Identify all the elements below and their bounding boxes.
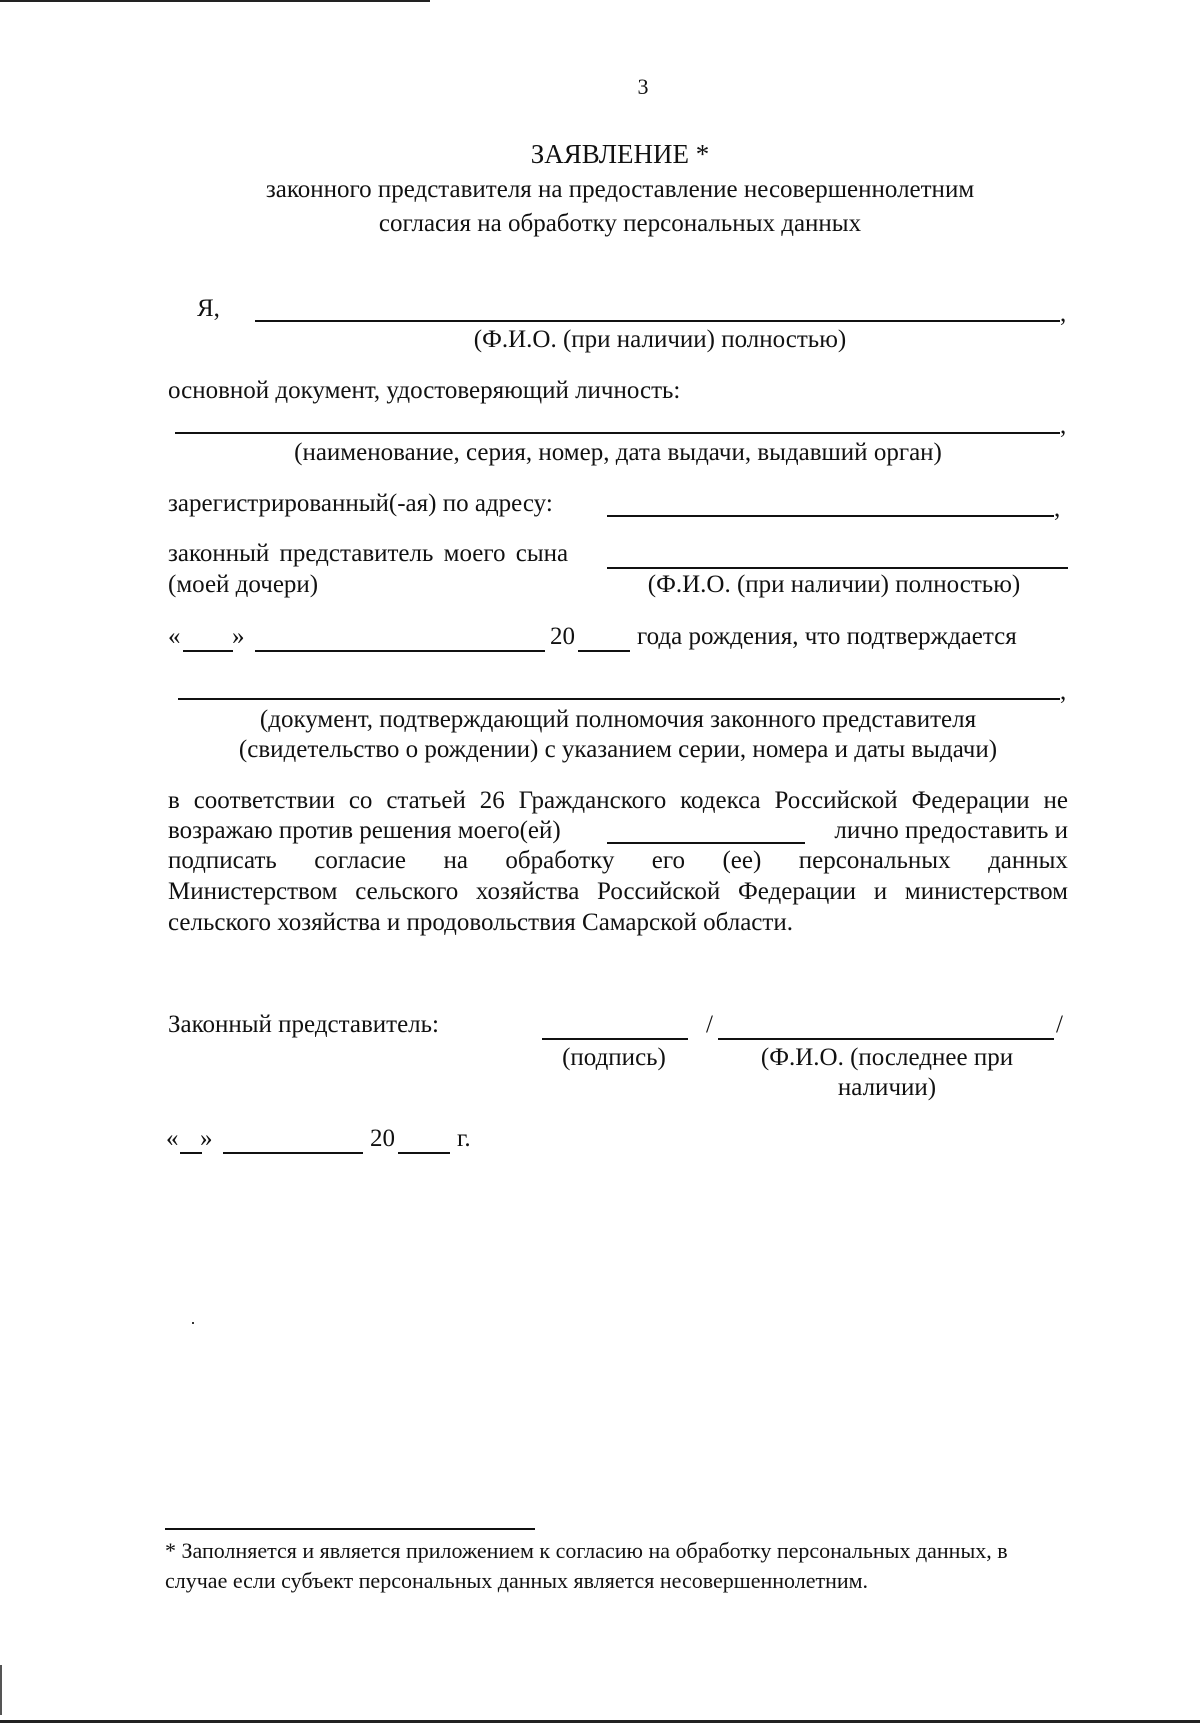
body-word: подписать — [168, 847, 277, 874]
body-word: обработку — [505, 847, 615, 874]
body-text-line4 — [168, 879, 1068, 904]
footnote-line1: * Заполняется и является приложением к согласию на обработку персональных данных, в — [165, 1538, 1008, 1563]
signature-fio-hint-line2: наличии) — [837, 1074, 937, 1101]
signature-slash-left: / — [706, 1011, 713, 1038]
fio-field-hint: (Ф.И.О. (при наличии) полностью) — [473, 326, 847, 353]
signature-fio-field-line[interactable] — [718, 1038, 1054, 1040]
confirm-document-field-line[interactable] — [178, 698, 1060, 700]
date-quote-close: » — [200, 1125, 213, 1152]
body-word: на — [443, 847, 468, 874]
birth-day-field-line[interactable] — [183, 650, 233, 652]
document-subtitle-line1: законного представителя на предоставление несовершеннолетним — [265, 176, 975, 203]
body-word: персональных — [798, 847, 951, 874]
body-word: данных — [988, 847, 1068, 874]
birth-text: года рождения, что подтверждается — [637, 623, 1017, 650]
footnote-line2: случае если субъект персональных данных является несовершеннолетним. — [165, 1568, 869, 1593]
signature-label: Законный представитель: — [168, 1011, 439, 1038]
representative-label-line1: законный представитель моего сына — [168, 540, 569, 567]
address-field-line[interactable] — [607, 515, 1054, 517]
body-text-line4-text: Министерством сельского хозяйства Российской Федерации и министерством — [168, 878, 1068, 905]
date-suffix: г. — [457, 1125, 471, 1152]
body-text-line1 — [168, 788, 1068, 813]
body-text-line1-text: в соответствии со статьей 26 Гражданского кодекса Российской Федерации не — [168, 787, 1068, 814]
id-document-hint: (наименование, серия, номер, дата выдачи, выдавший орган) — [294, 439, 942, 466]
birth-month-field-line[interactable] — [255, 650, 545, 652]
address-comma: , — [1054, 495, 1061, 522]
fio-field-comma: , — [1060, 300, 1067, 327]
birth-day-quote-open: « — [168, 623, 181, 650]
signature-fio-hint-line1: (Ф.И.О. (последнее при — [760, 1044, 1014, 1071]
signature-slash-right: / — [1056, 1011, 1063, 1038]
confirm-document-comma: , — [1060, 678, 1067, 705]
id-document-label: основной документ, удостоверяющий личность: — [168, 377, 681, 404]
birth-year-prefix: 20 — [550, 623, 575, 650]
body-word: (ее) — [722, 847, 762, 874]
id-document-comma: , — [1060, 412, 1067, 439]
fio-field-line[interactable] — [255, 320, 1060, 322]
body-text-line3 — [168, 848, 1068, 873]
page-number: 3 — [637, 74, 649, 99]
date-year-field-line[interactable] — [398, 1152, 450, 1154]
body-text-line2-b: лично предоставить и — [834, 817, 1068, 844]
scan-speck — [192, 1322, 194, 1324]
footnote-separator — [165, 1528, 535, 1530]
date-quote-open: « — [166, 1125, 179, 1152]
scan-edge-left — [0, 1665, 2, 1715]
date-year-prefix: 20 — [370, 1125, 395, 1152]
address-label: зарегистрированный(-ая) по адресу: — [168, 490, 553, 517]
date-month-field-line[interactable] — [223, 1152, 363, 1154]
body-word: его — [651, 847, 686, 874]
confirm-document-hint-line1: (документ, подтверждающий полномочия законного представителя — [259, 706, 977, 733]
body-text-line2-a: возражаю против решения моего(ей) — [168, 817, 561, 844]
signature-hint: (подпись) — [562, 1044, 666, 1071]
birth-day-quote-close: » — [232, 623, 245, 650]
representative-label-line2: (моей дочери) — [168, 571, 319, 598]
birth-year-field-line[interactable] — [578, 650, 630, 652]
body-text-line5: сельского хозяйства и продовольствия Самарской области. — [168, 909, 793, 936]
date-day-field-line[interactable] — [180, 1152, 202, 1154]
child-fio-field-line[interactable] — [607, 567, 1068, 569]
document-subtitle-line2: согласия на обработку персональных данных — [378, 210, 862, 237]
confirm-document-hint-line2: (свидетельство о рождении) с указанием серии, номера и даты выдачи) — [238, 736, 998, 763]
child-fio-hint: (Ф.И.О. (при наличии) полностью) — [647, 571, 1021, 598]
id-document-field-line[interactable] — [175, 432, 1060, 434]
document-title: ЗАЯВЛЕНИЕ * — [530, 139, 710, 169]
ya-label: Я, — [197, 295, 220, 322]
child-name-field-line[interactable] — [607, 842, 805, 844]
signature-field-line[interactable] — [542, 1038, 688, 1040]
scan-edge-top — [0, 0, 430, 2]
body-word: согласие — [314, 847, 407, 874]
